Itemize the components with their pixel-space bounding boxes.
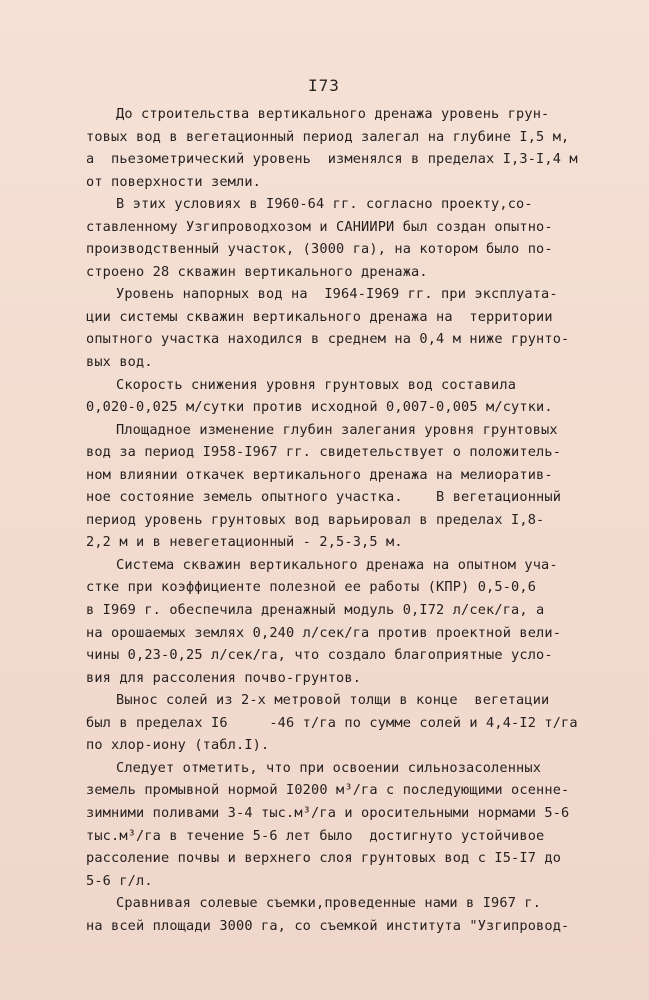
paragraph-9 <box>86 892 606 937</box>
body-text <box>86 103 606 937</box>
text-line: Скорость снижения уровня грунтовых вод составила <box>116 376 517 393</box>
paragraph-5 <box>86 419 606 554</box>
text-line: был в пределах I6 -46 т/га по сумме солей и 4,4-I2 т/га <box>86 714 578 731</box>
text-line: строено 28 скважин вертикального дренажа. <box>86 263 428 280</box>
text-line: До строительства вертикального дренажа уровень грун- <box>116 106 550 122</box>
paragraph-2 <box>86 193 606 283</box>
text-line: вия для рассоления почво-грунтов. <box>86 669 362 686</box>
paragraph-4 <box>86 374 606 419</box>
paragraph-7 <box>86 689 606 757</box>
page-number: I73 <box>308 76 340 95</box>
text-line: на всей площади 3000 га, со съемкой института "Узгипровод- <box>86 917 570 934</box>
text-line: период уровень грунтовых вод варьировал в пределах I,8- <box>86 511 545 528</box>
text-line: производственный участок, (3000 га), на котором было по- <box>86 241 553 258</box>
text-line: вод за период I958-I967 гг. свидетельствует о положитель- <box>86 444 562 461</box>
text-line: Следует отметить, что при освоении сильнозасоленных <box>116 759 542 776</box>
text-line: Уровень напорных вод на I964-I969 гг. при эксплуата- <box>116 286 558 303</box>
text-line: от поверхности земли. <box>86 173 262 190</box>
paragraph-1 <box>86 103 606 193</box>
text-line: Система скважин вертикального дренажа на опытном уча- <box>116 556 558 573</box>
text-line: 5-6 г/л. <box>86 872 153 889</box>
text-line: ции системы скважин вертикального дренажа на территории <box>86 308 553 325</box>
text-line: ном влиянии откачек вертикального дренажа на мелиоратив- <box>86 466 553 483</box>
text-line: ное состояние земель опытного участка. В вегетационный <box>86 489 562 506</box>
text-line: опытного участка находился в среднем на 0,4 м ниже грунто- <box>86 331 570 348</box>
text-line: чины 0,23-0,25 л/сек/га, что создало благоприятные усло- <box>86 647 553 664</box>
text-line: в I969 г. обеспечила дренажный модуль 0,I72 л/сек/га, а <box>86 602 545 619</box>
text-line: товых вод в вегетационный период залегал на глубине I,5 м, <box>86 128 570 145</box>
text-line: стке при коэффициенте полезной ее работы (КПР) 0,5-0,6 <box>86 579 537 596</box>
text-line: рассоление почвы и верхнего слоя грунтовых вод с I5-I7 до <box>86 850 562 867</box>
paragraph-8 <box>86 757 606 892</box>
text-line: зимними поливами 3-4 тыс.м³/га и оросительными нормами 5-6 <box>86 804 570 821</box>
paragraph-3 <box>86 283 606 373</box>
text-line: 0,020-0,025 м/сутки против исходной 0,007-0,005 м/сутки. <box>86 399 553 416</box>
text-line: тыс.м³/га в течение 5-6 лет было достигнуто устойчивое <box>86 827 545 844</box>
text-line: Сравнивая солевые съемки,проведенные нами в I967 г. <box>116 895 542 912</box>
text-line: на орошаемых землях 0,240 л/сек/га против проектной вели- <box>86 624 562 641</box>
text-line: ставленному Узгипроводхозом и САНИИРИ был создан опытно- <box>86 218 553 235</box>
text-line: вых вод. <box>86 354 153 371</box>
text-line: земель промывной нормой I0200 м³/га с последующими осенне- <box>86 782 570 799</box>
text-line: В этих условиях в I960-64 гг. согласно проекту,со- <box>116 196 533 213</box>
text-line: Площадное изменение глубин залегания уровня грунтовых <box>116 421 558 438</box>
text-line: а пьезометрический уровень изменялся в пределах I,3-I,4 м <box>86 151 578 168</box>
paragraph-6 <box>86 554 606 689</box>
text-line: Вынос солей из 2-х метровой толщи в конце вегетации <box>116 692 550 709</box>
text-line: по хлор-иону (табл.I). <box>86 737 270 754</box>
text-line: 2,2 м и в невегетационный - 2,5-3,5 м. <box>86 534 403 551</box>
